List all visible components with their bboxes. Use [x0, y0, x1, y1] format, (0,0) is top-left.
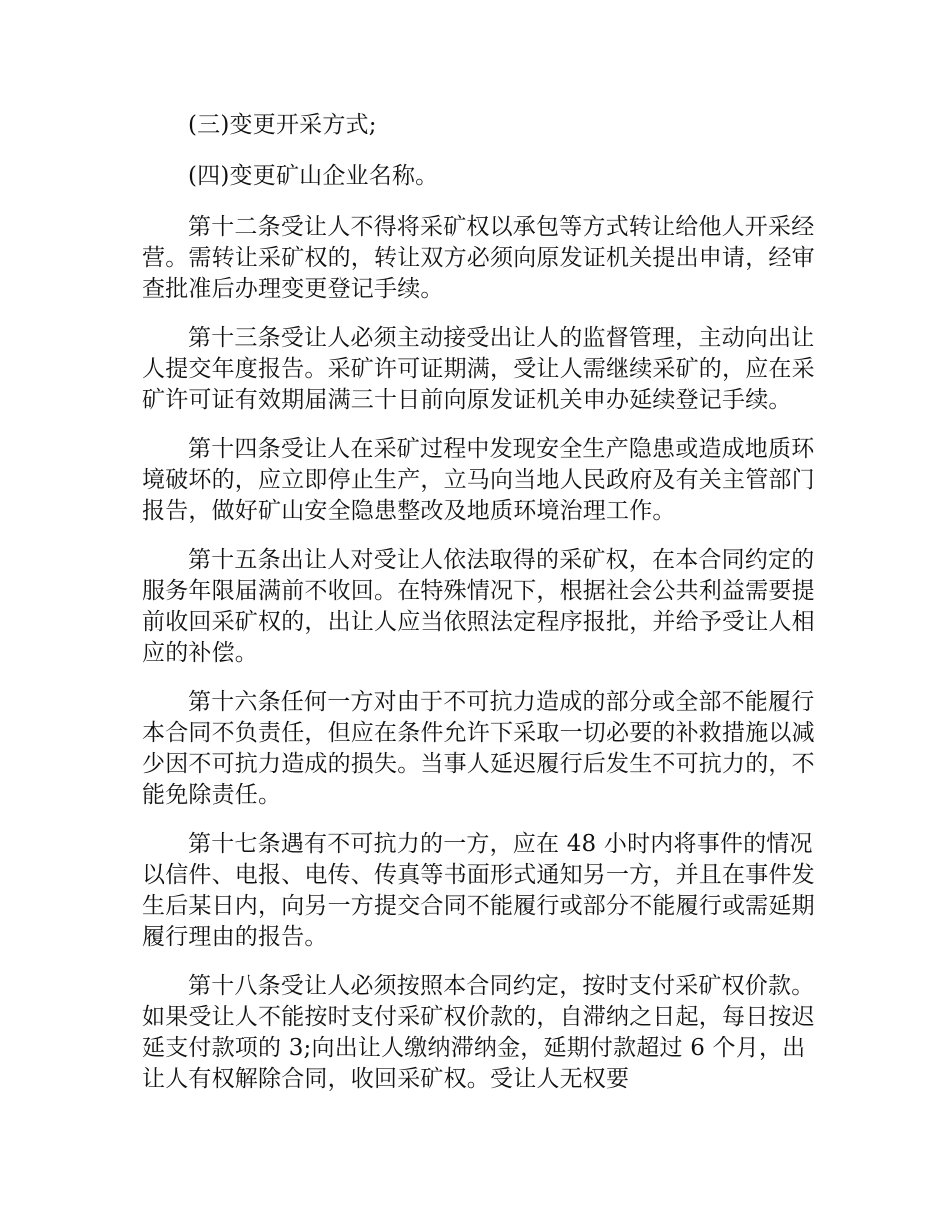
- document-body: [142, 110, 822, 1113]
- article-12: 第十二条受让人不得将采矿权以承包等方式转让给他人开采经营。需转让采矿权的，转让双方必须向原发证机关提出申请，经审查批准后办理变更登记手续。: [142, 214, 815, 302]
- article-13: 第十三条受让人必须主动接受出让人的监督管理，主动向出让人提交年度报告。采矿许可证期满，受让人需继续采矿的，应在采矿许可证有效期届满三十日前向原发证机关申办延续登记手续。: [142, 325, 815, 413]
- article-17: 第十七条遇有不可抗力的一方，应在 48 小时内将事件的情况以信件、电报、电传、传真等书面形式通知另一方，并且在事件发生后某日内，向另一方提交合同不能履行或部分不能履行或需延期履行理由的报告。: [142, 831, 815, 950]
- article-16: 第十六条任何一方对由于不可抗力造成的部分或全部不能履行本合同不负责任，但应在条件允许下采取一切必要的补救措施以减少因不可抗力造成的损失。当事人延迟履行后发生不可抗力的，不能免除责任。: [142, 689, 815, 808]
- clause-item-3: (三)变更开采方式;: [188, 112, 377, 138]
- clause-item-4: (四)变更矿山企业名称。: [188, 163, 439, 189]
- article-14: 第十四条受让人在采矿过程中发现安全生产隐患或造成地质环境破坏的，应立即停止生产，立马向当地人民政府及有关主管部门报告，做好矿山安全隐患整改及地质环境治理工作。: [142, 436, 815, 524]
- article-15: 第十五条出让人对受让人依法取得的采矿权，在本合同约定的服务年限届满前不收回。在特殊情况下，根据社会公共利益需要提前收回采矿权的，出让人应当依照法定程序报批，并给予受让人相应的补偿。: [142, 547, 815, 666]
- article-18: 第十八条受让人必须按照本合同约定，按时支付采矿权价款。如果受让人不能按时支付采矿权价款的，自滞纳之日起，每日按迟延支付款项的 3;向出让人缴纳滞纳金，延期付款超过 6 个月，出让人有权解除合同，收回采矿权。受让人无权要: [142, 973, 815, 1092]
